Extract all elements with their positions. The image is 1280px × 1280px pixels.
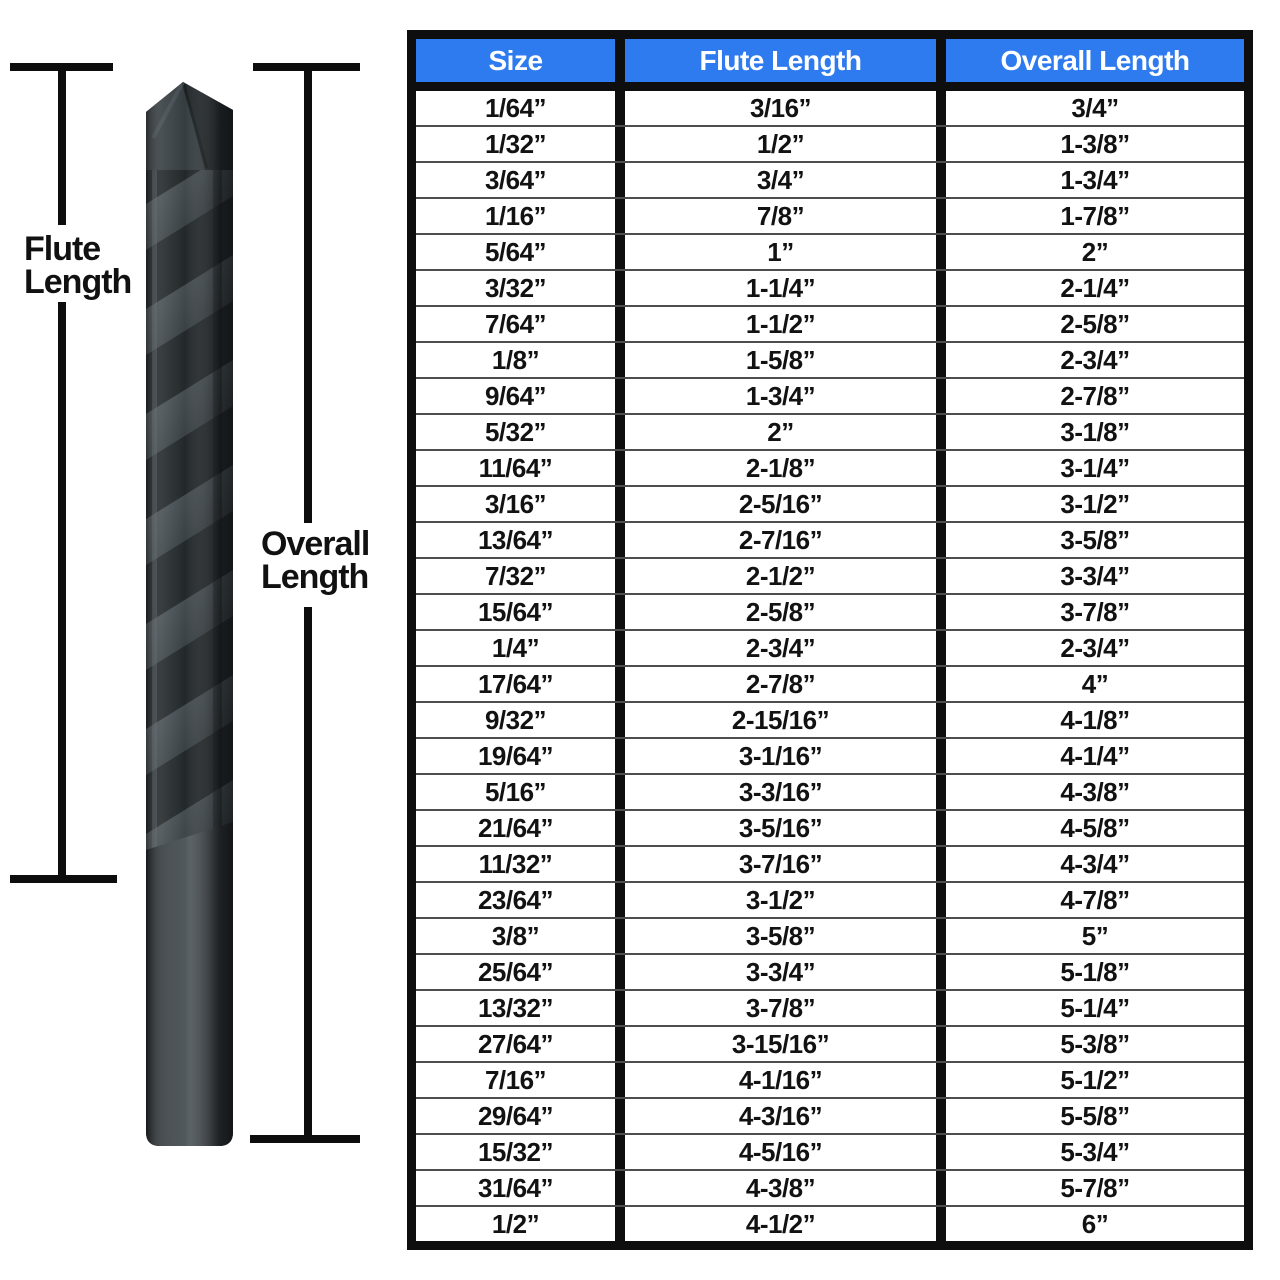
header-flute-length: Flute Length bbox=[615, 39, 936, 82]
flute-length-cell: 1” bbox=[615, 235, 936, 269]
flute-length-cell: 4-3/8” bbox=[615, 1171, 936, 1205]
table-row bbox=[416, 91, 1244, 127]
overall-length-line-upper bbox=[304, 63, 312, 523]
flute-length-label-line1: Flute bbox=[24, 230, 101, 268]
size-cell: 3/64” bbox=[484, 164, 547, 195]
flute-length-cell: 4-1/2” bbox=[615, 1207, 936, 1241]
table-row bbox=[416, 343, 1244, 379]
size-cell: 7/32” bbox=[484, 560, 547, 591]
size-cell: 21/64” bbox=[477, 812, 554, 843]
size-cell: 13/32” bbox=[477, 992, 554, 1023]
size-cell: 1/4” bbox=[491, 632, 540, 663]
table-row bbox=[416, 775, 1244, 811]
overall-length-cell: 4-1/4” bbox=[936, 739, 1244, 773]
table-row bbox=[416, 739, 1244, 775]
table-row bbox=[416, 667, 1244, 703]
flute-length-cell: 1-3/4” bbox=[615, 379, 936, 413]
table-row bbox=[416, 1207, 1244, 1241]
size-cell: 3/16” bbox=[484, 488, 547, 519]
table-row bbox=[416, 595, 1244, 631]
flute-length-cell: 2-1/2” bbox=[615, 559, 936, 593]
flute-length-cell: 4-3/16” bbox=[615, 1099, 936, 1133]
overall-length-cell: 4-3/8” bbox=[936, 775, 1244, 809]
header-size: Size bbox=[416, 39, 615, 82]
size-cell: 11/32” bbox=[478, 848, 553, 879]
size-cell: 15/64” bbox=[477, 596, 554, 627]
size-cell: 9/64” bbox=[484, 380, 547, 411]
table-row bbox=[416, 883, 1244, 919]
flute-length-cell: 2-5/8” bbox=[615, 595, 936, 629]
overall-length-cell: 2-3/4” bbox=[936, 343, 1244, 377]
overall-length-cell: 3-5/8” bbox=[936, 523, 1244, 557]
size-cell: 23/64” bbox=[477, 884, 554, 915]
table-row bbox=[416, 307, 1244, 343]
flute-length-cell: 3/4” bbox=[615, 163, 936, 197]
flute-length-bottom-cap bbox=[10, 875, 117, 883]
flute-length-cell: 2-15/16” bbox=[615, 703, 936, 737]
overall-length-cell: 1-3/4” bbox=[936, 163, 1244, 197]
flute-length-cell: 3-1/16” bbox=[615, 739, 936, 773]
overall-length-cell: 3-1/8” bbox=[936, 415, 1244, 449]
size-cell: 25/64” bbox=[477, 956, 554, 987]
flute-length-cell: 2-5/16” bbox=[615, 487, 936, 521]
flute-length-line-lower bbox=[58, 302, 66, 878]
flute-length-label bbox=[24, 230, 132, 301]
overall-length-cell: 2-5/8” bbox=[936, 307, 1244, 341]
flute-length-cell: 2-3/4” bbox=[615, 631, 936, 665]
table-row bbox=[416, 1135, 1244, 1171]
overall-length-cell: 1-7/8” bbox=[936, 199, 1244, 233]
overall-length-cell: 2-7/8” bbox=[936, 379, 1244, 413]
flute-length-cell: 1-1/4” bbox=[615, 271, 936, 305]
table-row bbox=[416, 379, 1244, 415]
table-row bbox=[416, 955, 1244, 991]
table-body bbox=[416, 91, 1244, 1241]
size-cell: 5/16” bbox=[484, 776, 547, 807]
table-row bbox=[416, 631, 1244, 667]
flute-length-cell: 3-3/16” bbox=[615, 775, 936, 809]
overall-length-cell: 2” bbox=[936, 235, 1244, 269]
table-row bbox=[416, 1027, 1244, 1063]
table-row bbox=[416, 919, 1244, 955]
overall-length-label-line2: Length bbox=[261, 558, 369, 596]
drill-bit-diagram bbox=[0, 0, 407, 1280]
size-cell: 3/8” bbox=[491, 920, 540, 951]
size-cell: 1/32” bbox=[484, 128, 547, 159]
table-row bbox=[416, 559, 1244, 595]
flute-length-cell: 3-5/8” bbox=[615, 919, 936, 953]
flute-length-cell: 3-1/2” bbox=[615, 883, 936, 917]
overall-length-label-line1: Overall bbox=[261, 525, 370, 563]
size-cell: 1/8” bbox=[491, 344, 540, 375]
drill-size-chart-table bbox=[407, 30, 1253, 1250]
overall-length-cell: 5-7/8” bbox=[936, 1171, 1244, 1205]
overall-length-cell: 5-3/4” bbox=[936, 1135, 1244, 1169]
flute-length-cell: 4-1/16” bbox=[615, 1063, 936, 1097]
overall-length-cell: 3/4” bbox=[936, 91, 1244, 125]
size-cell: 15/32” bbox=[477, 1136, 554, 1167]
size-cell: 9/32” bbox=[484, 704, 547, 735]
flute-length-cell: 2” bbox=[615, 415, 936, 449]
flute-length-cell: 1-5/8” bbox=[615, 343, 936, 377]
overall-length-cell: 5-1/8” bbox=[936, 955, 1244, 989]
size-cell: 19/64” bbox=[477, 740, 554, 771]
table-row bbox=[416, 487, 1244, 523]
size-cell: 7/64” bbox=[484, 308, 547, 339]
overall-length-line-lower bbox=[304, 607, 312, 1136]
flute-length-cell: 2-7/16” bbox=[615, 523, 936, 557]
table-row bbox=[416, 199, 1244, 235]
flute-length-cell: 2-7/8” bbox=[615, 667, 936, 701]
flute-length-cell: 3-7/16” bbox=[615, 847, 936, 881]
size-cell: 3/32” bbox=[484, 272, 547, 303]
size-cell: 1/64” bbox=[484, 92, 547, 123]
flute-length-line-upper bbox=[58, 63, 66, 225]
overall-length-cell: 3-3/4” bbox=[936, 559, 1244, 593]
overall-length-cell: 4” bbox=[936, 667, 1244, 701]
overall-length-cell: 2-1/4” bbox=[936, 271, 1244, 305]
size-cell: 5/32” bbox=[484, 416, 547, 447]
overall-length-cell: 4-1/8” bbox=[936, 703, 1244, 737]
size-cell: 17/64” bbox=[477, 668, 554, 699]
overall-length-cell: 3-7/8” bbox=[936, 595, 1244, 629]
flute-length-cell: 2-1/8” bbox=[615, 451, 936, 485]
size-cell: 7/16” bbox=[484, 1064, 547, 1095]
flute-length-cell: 3-3/4” bbox=[615, 955, 936, 989]
table-header-row bbox=[416, 39, 1244, 91]
size-cell: 5/64” bbox=[484, 236, 547, 267]
size-cell: 1/2” bbox=[491, 1208, 540, 1239]
overall-length-cell: 5-5/8” bbox=[936, 1099, 1244, 1133]
table-row bbox=[416, 523, 1244, 559]
overall-length-cell: 3-1/2” bbox=[936, 487, 1244, 521]
table-row bbox=[416, 127, 1244, 163]
flute-length-cell: 3-15/16” bbox=[615, 1027, 936, 1061]
overall-length-bottom-cap bbox=[250, 1135, 360, 1143]
table-row bbox=[416, 163, 1244, 199]
flute-length-cell: 3-5/16” bbox=[615, 811, 936, 845]
table-row bbox=[416, 847, 1244, 883]
overall-length-cell: 1-3/8” bbox=[936, 127, 1244, 161]
flute-length-cell: 1/2” bbox=[615, 127, 936, 161]
overall-length-cell: 5-1/2” bbox=[936, 1063, 1244, 1097]
table-row bbox=[416, 991, 1244, 1027]
table-row bbox=[416, 811, 1244, 847]
flute-length-cell: 7/8” bbox=[615, 199, 936, 233]
flute-length-cell: 3-7/8” bbox=[615, 991, 936, 1025]
overall-length-cell: 5-3/8” bbox=[936, 1027, 1244, 1061]
overall-length-cell: 4-3/4” bbox=[936, 847, 1244, 881]
table-row bbox=[416, 415, 1244, 451]
overall-length-cell: 5” bbox=[936, 919, 1244, 953]
size-cell: 27/64” bbox=[477, 1028, 554, 1059]
size-cell: 13/64” bbox=[477, 524, 554, 555]
overall-length-cell: 4-5/8” bbox=[936, 811, 1244, 845]
overall-length-cell: 5-1/4” bbox=[936, 991, 1244, 1025]
overall-length-label bbox=[261, 525, 370, 596]
size-cell: 11/64” bbox=[478, 452, 553, 483]
table-row bbox=[416, 703, 1244, 739]
table-row bbox=[416, 271, 1244, 307]
table-row bbox=[416, 1099, 1244, 1135]
flute-length-cell: 4-5/16” bbox=[615, 1135, 936, 1169]
flute-length-cell: 3/16” bbox=[615, 91, 936, 125]
size-cell: 1/16” bbox=[484, 200, 547, 231]
size-cell: 29/64” bbox=[477, 1100, 554, 1131]
table-row bbox=[416, 235, 1244, 271]
flute-length-cell: 1-1/2” bbox=[615, 307, 936, 341]
header-overall-length: Overall Length bbox=[936, 39, 1244, 82]
overall-length-cell: 2-3/4” bbox=[936, 631, 1244, 665]
table-row bbox=[416, 1063, 1244, 1099]
table-row bbox=[416, 1171, 1244, 1207]
overall-length-cell: 6” bbox=[936, 1207, 1244, 1241]
flute-length-label-line2: Length bbox=[24, 263, 132, 301]
table-row bbox=[416, 451, 1244, 487]
size-cell: 31/64” bbox=[477, 1172, 554, 1203]
overall-length-cell: 3-1/4” bbox=[936, 451, 1244, 485]
overall-length-cell: 4-7/8” bbox=[936, 883, 1244, 917]
